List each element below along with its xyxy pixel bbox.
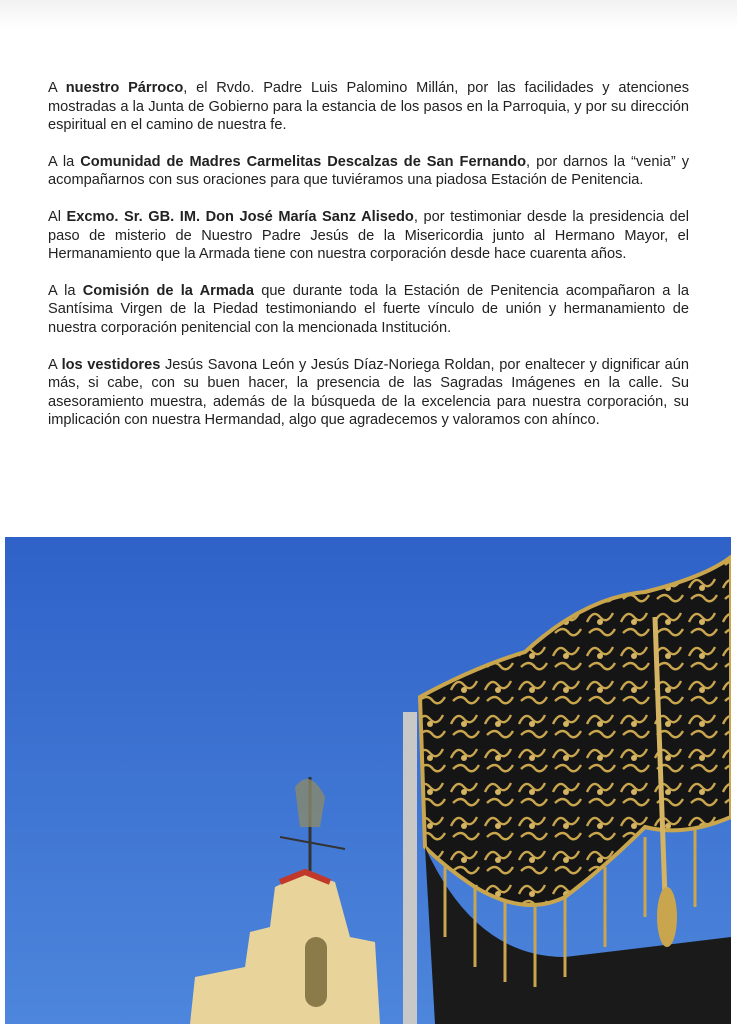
text: , por darnos la “venia” y acompañarnos con sus oraciones para que tuviéramos una piadosa Estación de Penitencia. xyxy=(48,153,689,189)
paragraph-excmo xyxy=(48,208,689,264)
text: , el Rvdo. Padre Luis Palomino Millán, por las facilidades y atenciones mostradas a la Junta de Gobierno para la estancia de los pasos en la Parroquia, y por su dirección espiritual en el camino de nuestra fe. xyxy=(48,80,689,134)
paragraph-vestidores xyxy=(48,356,689,430)
text: , por testimoniar desde la presidencia del paso de misterio de Nuestro Padre Jesús de la Misericordia junto al Hermano Mayor, el Hermanamiento que la Armada tiene con nuestra corporación desde hace cuarenta años. xyxy=(48,208,689,263)
acknowledgements-text xyxy=(48,79,689,448)
bold-name: Comunidad de Madres Carmelitas Descalzas de San Fernando xyxy=(80,153,527,170)
page-top-shadow xyxy=(0,0,737,30)
bold-name: nuestro Párroco xyxy=(65,80,184,96)
text: A xyxy=(48,80,66,96)
bold-name: los vestidores xyxy=(61,356,161,373)
text: A la xyxy=(48,282,83,299)
paragraph-parroco xyxy=(48,79,689,135)
bold-name: Comisión de la Armada xyxy=(82,282,254,299)
text: A xyxy=(48,356,62,373)
paragraph-carmelitas xyxy=(48,153,689,190)
text: A la xyxy=(48,153,81,170)
text: Al xyxy=(48,208,67,225)
bold-name: Excmo. Sr. GB. IM. Don José María Sanz Alisedo xyxy=(66,208,414,225)
text: que durante toda la Estación de Penitencia acompañaron a la Santísima Virgen de la Piedad testimoniando el fuerte vínculo de unión y hermanamiento de nuestra corporación penitencial con la mencionada Institución. xyxy=(48,282,690,336)
procession-photo xyxy=(5,537,731,1024)
text: Jesús Savona León y Jesús Díaz-Noriega Roldan, por enaltecer y dignificar aún más, si cabe, con su buen hacer, la presencia de las Sagradas Imágenes en la calle. Su asesoramiento muestra, además de la búsqueda de la excelencia para nuestra corporación, su implicación con nuestra Hermandad, algo que agradecemos y valoramos con ahínco. xyxy=(48,356,689,429)
paragraph-armada xyxy=(48,282,689,338)
